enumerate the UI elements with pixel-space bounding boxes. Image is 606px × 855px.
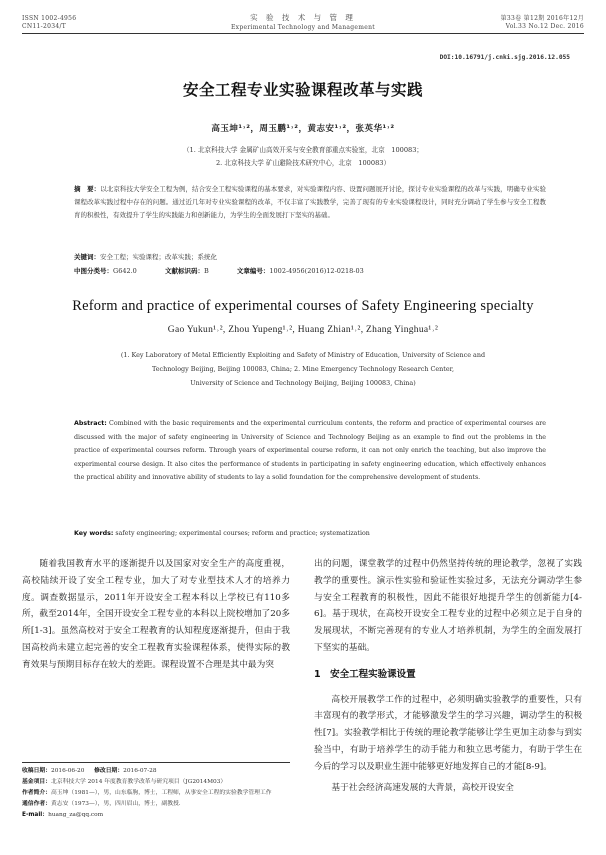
section-heading-1: 1 安全工程实验课设置 <box>314 668 416 680</box>
body-left-column <box>22 556 290 674</box>
affiliation-en-1: (1. Key Laboratory of Metal Efficiently Exploiting and Safety of Ministry of Education, University of Science and <box>120 351 486 359</box>
clc-label: 中图分类号： <box>74 267 113 275</box>
classification-cn <box>74 265 546 278</box>
abstract-en-label: Abstract: <box>74 420 107 427</box>
authors-cn: 高玉坤¹˒²，周玉鹏¹˒²，黄志安¹˒²，张英华¹˒² <box>211 124 395 134</box>
fund-label: 基金项目： <box>22 779 51 785</box>
clc-value: G642.0 <box>113 267 137 275</box>
author-label: 作者简介： <box>22 790 51 796</box>
body-right-column <box>314 556 582 796</box>
keywords-en-text: safety engineering; experimental courses; reform and practice; systematization <box>115 530 370 537</box>
abstract-en <box>74 417 546 485</box>
journal-name-en: Experimental Technology and Management <box>231 24 375 31</box>
revised-date: 2016-07-28 <box>123 768 157 774</box>
footnote-dates <box>22 766 290 777</box>
body-paragraph: 高校开展教学工作的过程中，必须明确实验教学的重要性，只有丰富现有的教学形式，才能够激发学生的学习兴趣，调动学生的积极性[7]。实验教学相比于传统的理论教学能够让学生更加主动参与到实验当中，有助于培养学生的动手能力和独立思考能力，有助于学生在今后的学习以及职业生涯中能够更好地发挥自己的才能[8-9]。 <box>314 694 582 772</box>
keywords-cn-text: 安全工程；实验课程；改革实践；系统化 <box>100 253 217 261</box>
email-label: E-mail： <box>22 812 49 818</box>
doc-code-value: B <box>203 267 209 275</box>
body-paragraph: 随着我国教育水平的逐渐提升以及国家对安全生产的高度重视，高校陆续开设了安全工程专业，加大了对专业型技术人才的培养力度。调查数据显示，2011年开设安全工程本科以上学校已有110多所，截至2014年，全国开设安全工程专业的本科以上院校增加了20多所[1-3]。虽然高校对于安全工程教育的认知程度逐渐提升，但由于我国高校尚未建立起完善的安全工程教育实验课程体系，使得实际的教育效果与预期目标存在较大的差距。课程设置不合理是其中最为突 <box>22 559 290 670</box>
keywords-en <box>74 527 546 540</box>
keywords-cn <box>74 251 546 264</box>
cn-number: CN11-2034/T <box>22 23 67 30</box>
body-paragraph: 基于社会经济高速发展的大背景，高校开设安全 <box>331 782 514 793</box>
affiliation-cn-2: 2. 北京科技大学 矿山避险技术研究中心，北京 100083） <box>215 159 391 167</box>
header-rule <box>22 33 584 34</box>
issue-cn: 第33卷 第12期 2016年12月 <box>500 15 584 22</box>
affiliation-en-3: University of Science and Technology Beijing, Beijing 100083, China) <box>190 379 416 387</box>
affiliation-cn-1: （1. 北京科技大学 金属矿山高效开采与安全教育部重点实验室，北京 100083； <box>182 146 424 154</box>
corresponding-label: 通信作者： <box>22 801 51 807</box>
affiliation-en-2: Technology Beijing, Beijing 100083, China; 2. Mine Emergency Technology Research Center, <box>151 365 455 373</box>
issn: ISSN 1002-4956 <box>22 15 77 22</box>
journal-name-cn: 实 验 技 术 与 管 理 <box>250 13 356 22</box>
abstract-cn <box>74 183 546 222</box>
email-text: huang_za@qq.com <box>48 812 104 818</box>
footnote-fund <box>22 777 290 788</box>
article-number-label: 文章编号： <box>236 267 270 275</box>
footnotes <box>22 766 290 821</box>
revised-label: 修改日期： <box>94 768 124 774</box>
abstract-en-text: Combined with the basic requirements and the experimental curriculum contents, the reform and practice of experimental courses are discussed with the major of safety engineering in University of Science and Technology Beijing as an example to find out the problems in the practice of experimental courses reform. Through years of experimental course reform, it can not only enrich the teaching, but also improve the experimental course design. It also cites the performance of students in participating in safety engineering education, which effectively enhances the practical ability and innovative ability of students to lay a solid foundation for the comprehensive development of students. <box>74 420 546 481</box>
fund-text: 北京科技大学 2014 年度教育教学改革与研究项目（JG2014M03） <box>51 779 227 785</box>
received-label: 收稿日期： <box>22 768 51 774</box>
article-number-value: 1002-4956(2016)12-0218-03 <box>269 267 364 275</box>
footnote-email <box>22 810 290 821</box>
keywords-en-label: Key words: <box>74 530 114 537</box>
paper-title-cn: 安全工程专业实验课程改革与实践 <box>182 81 423 99</box>
keywords-cn-label: 关键词： <box>74 253 100 261</box>
paper-title-en: Reform and practice of experimental courses of Safety Engineering specialty <box>72 298 534 314</box>
authors-en: Gao Yukun¹˒², Zhou Yupeng¹˒², Huang Zhian¹˒², Zhang Yinghua¹˒² <box>167 325 439 335</box>
footnote-rule <box>22 762 290 763</box>
footnote-author <box>22 788 290 799</box>
doc-code-label: 文献标识码： <box>164 267 204 275</box>
doi: DOI:10.16791/j.cnki.sjg.2016.12.055 <box>439 54 570 61</box>
received-date: 2016-06-20 <box>51 768 85 774</box>
issue-en: Vol.33 No.12 Dec. 2016 <box>505 23 584 30</box>
corresponding-text: 黄志安（1973—），男，四川眉山，博士，副教授． <box>51 801 185 807</box>
abstract-cn-text: 以北京科技大学安全工程为例，结合安全工程实验课程的基本要求，对实验课程内容、设置问题展开讨论，探讨专业实验课程的改革与实践，明确专业实验课程改革实践过程中存在的问题。通过近几年对专业实验课程的改革，不仅丰富了实践教学，完善了现有的专业实验课程设计，同时充分调动了学生参与安全工程教育的积极性，有效提升了学生的实践能力和创新能力，为学生的全面发展打下坚实的基础。 <box>74 185 547 219</box>
author-text: 高玉坤（1981—），男，山东临朐，博士，工程师，从事安全工程的实验教学管理工作 <box>51 790 272 796</box>
body-paragraph: 出的问题，课堂教学的过程中仍然坚持传统的理论教学，忽视了实践教学的重要性。演示性实验和验证性实验过多，无法充分调动学生参与安全工程教育的积极性，因此不能很好地提升学生的创新能力[4-6]。基于现状，在高校开设安全工程专业的过程中必须立足于自身的发展现状，不断完善现有的专业人才培养机制，为学生的全面发展打下坚实的基础。 <box>314 559 582 653</box>
abstract-cn-label: 摘 要： <box>74 185 101 193</box>
footnote-corresponding <box>22 799 290 810</box>
